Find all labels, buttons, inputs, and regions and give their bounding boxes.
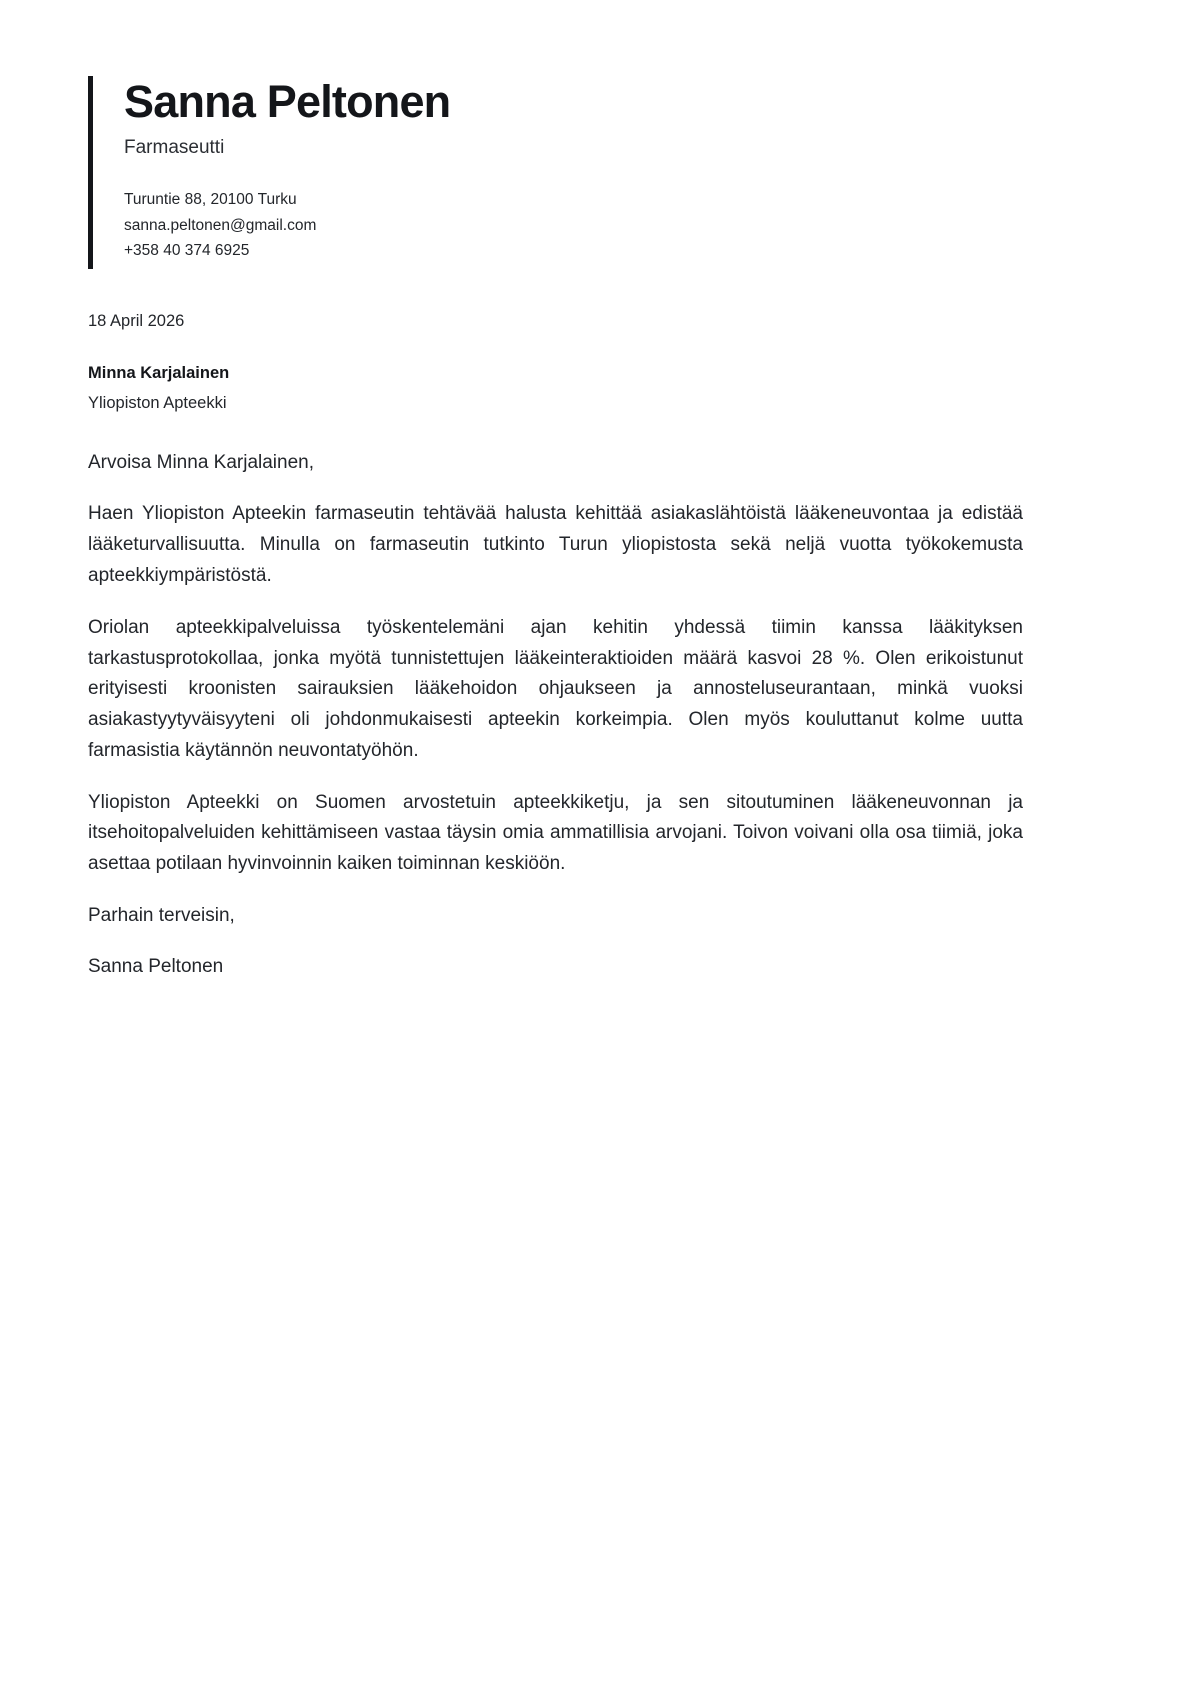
body-paragraph: Oriolan apteekkipalveluissa työskentelemäni ajan kehitin yhdessä tiimin kanssa lääkityksen tarkastusprotokollaa, jonka myötä tunnistettujen lääkeinteraktioiden määrä kasvoi 28 %. Olen erikoistunut erityisesti kroonisten sairauksien lääkehoidon ohjaukseen ja annosteluseurantaan, minkä vuoksi asiakastyytyväisyyteni oli johdonmukaisesti apteekin korkeimpia. Olen myös kouluttanut kolme uutta farmasistia käytännön neuvontatyöhön. [88,616,1023,761]
letter-header [88,76,1048,269]
accent-bar-decoration [88,76,93,269]
contact-phone[interactable]: +358 40 374 6925 [124,241,250,259]
closing-salutation: Parhain terveisin, [88,904,235,926]
letter-meta-block [88,310,1048,416]
signature-name: Sanna Peltonen [88,956,224,978]
contact-address: Turuntie 88, 20100 Turku [124,191,297,209]
job-title: Farmaseutti [124,136,225,158]
letter-date: 18 April 2026 [88,312,185,330]
contact-email[interactable]: sanna.peltonen@gmail.com [124,216,317,234]
recipient-company: Yliopiston Apteekki [88,393,227,412]
body-paragraph: Haen Yliopiston Apteekin farmaseutin tehtävää halusta kehittää asiakaslähtöistä lääkeneuvontaa ja edistää lääketurvallisuutta. Minulla on farmaseutin tutkinto Turun yliopistosta sekä neljä vuotta työkokemusta apteekkiympäristöstä. [88,503,1023,586]
page-title: Sanna Peltonen [124,76,451,127]
body-paragraph: Yliopiston Apteekki on Suomen arvostetuin apteekkiketju, ja sen sitoutuminen lääkeneuvonnan ja itsehoitopalveluiden kehittämiseen vastaa täysin omia ammatillisia arvojani. Toivon voivani olla osa tiimiä, joka asettaa potilaan hyvinvoinnin kaiken toiminnan keskiöön. [88,791,1023,875]
recipient-name: Minna Karjalainen [88,363,230,382]
salutation: Arvoisa Minna Karjalainen, [88,452,315,473]
header-text-block [124,76,1048,269]
letter-body [88,448,1023,982]
